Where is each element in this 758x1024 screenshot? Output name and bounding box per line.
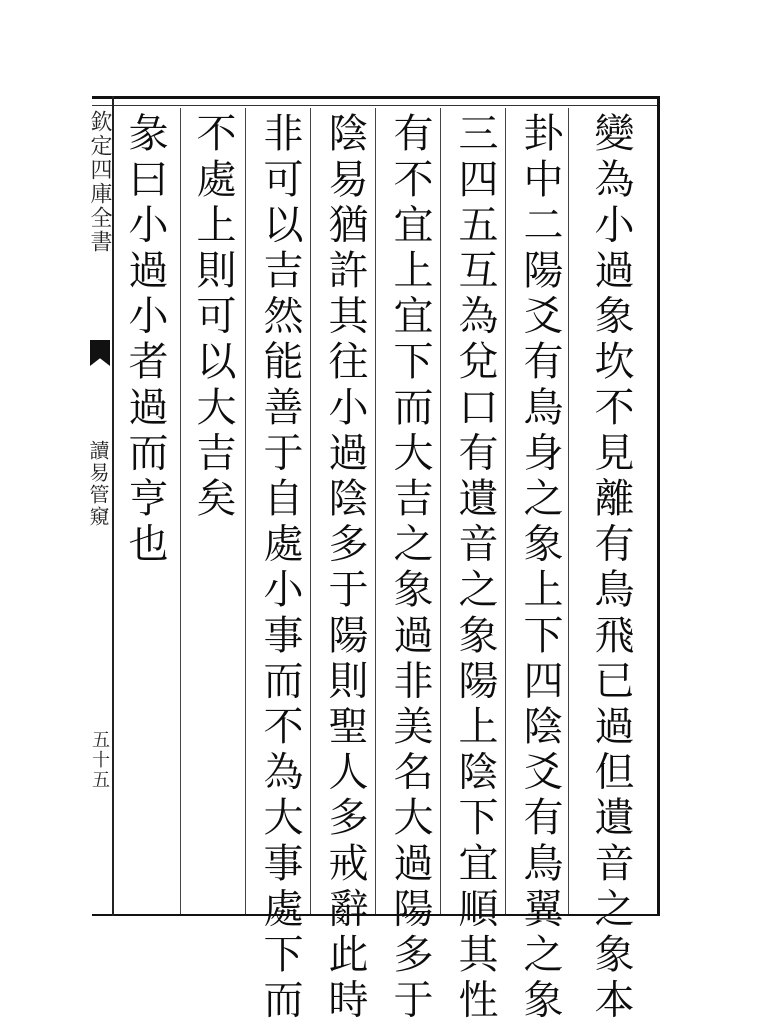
frame-right-border <box>657 96 660 916</box>
text-column-3: 三四五互為兌口有遺音之象陽上陰下宜順其性 <box>452 112 498 1024</box>
column-divider <box>245 108 246 914</box>
column-divider <box>310 108 311 914</box>
text-column-8: 彖曰小過小者過而亨也 <box>122 112 168 568</box>
column-divider <box>568 108 569 914</box>
column-divider <box>180 108 181 914</box>
text-column-5: 陰易猶許其往小過陰多于陽則聖人多戒辭此時 <box>322 112 368 1024</box>
margin-title: 欽定四庫全書 <box>87 110 112 254</box>
frame-top-border <box>92 96 660 106</box>
margin-page-number: 五十五 <box>89 730 110 790</box>
frame-bottom-border <box>92 914 660 916</box>
margin-book-title: 讀易管窺 <box>86 440 110 528</box>
text-column-7: 不處上則可以大吉矣 <box>190 112 236 523</box>
text-column-6: 非可以吉然能善于自處小事而不為大事處下而 <box>257 112 303 1024</box>
column-divider <box>440 108 441 914</box>
column-divider <box>505 108 506 914</box>
text-column-4: 有不宜上宜下而大吉之象過非美名大過陽多于 <box>387 112 433 1024</box>
fish-tail-mark <box>90 340 110 366</box>
text-column-2: 卦中二陽爻有鳥身之象上下四陰爻有鳥翼之象 <box>517 112 563 1024</box>
text-column-1: 變為小過象坎不見離有鳥飛已過但遺音之象本 <box>588 112 634 1024</box>
column-divider <box>375 108 376 914</box>
